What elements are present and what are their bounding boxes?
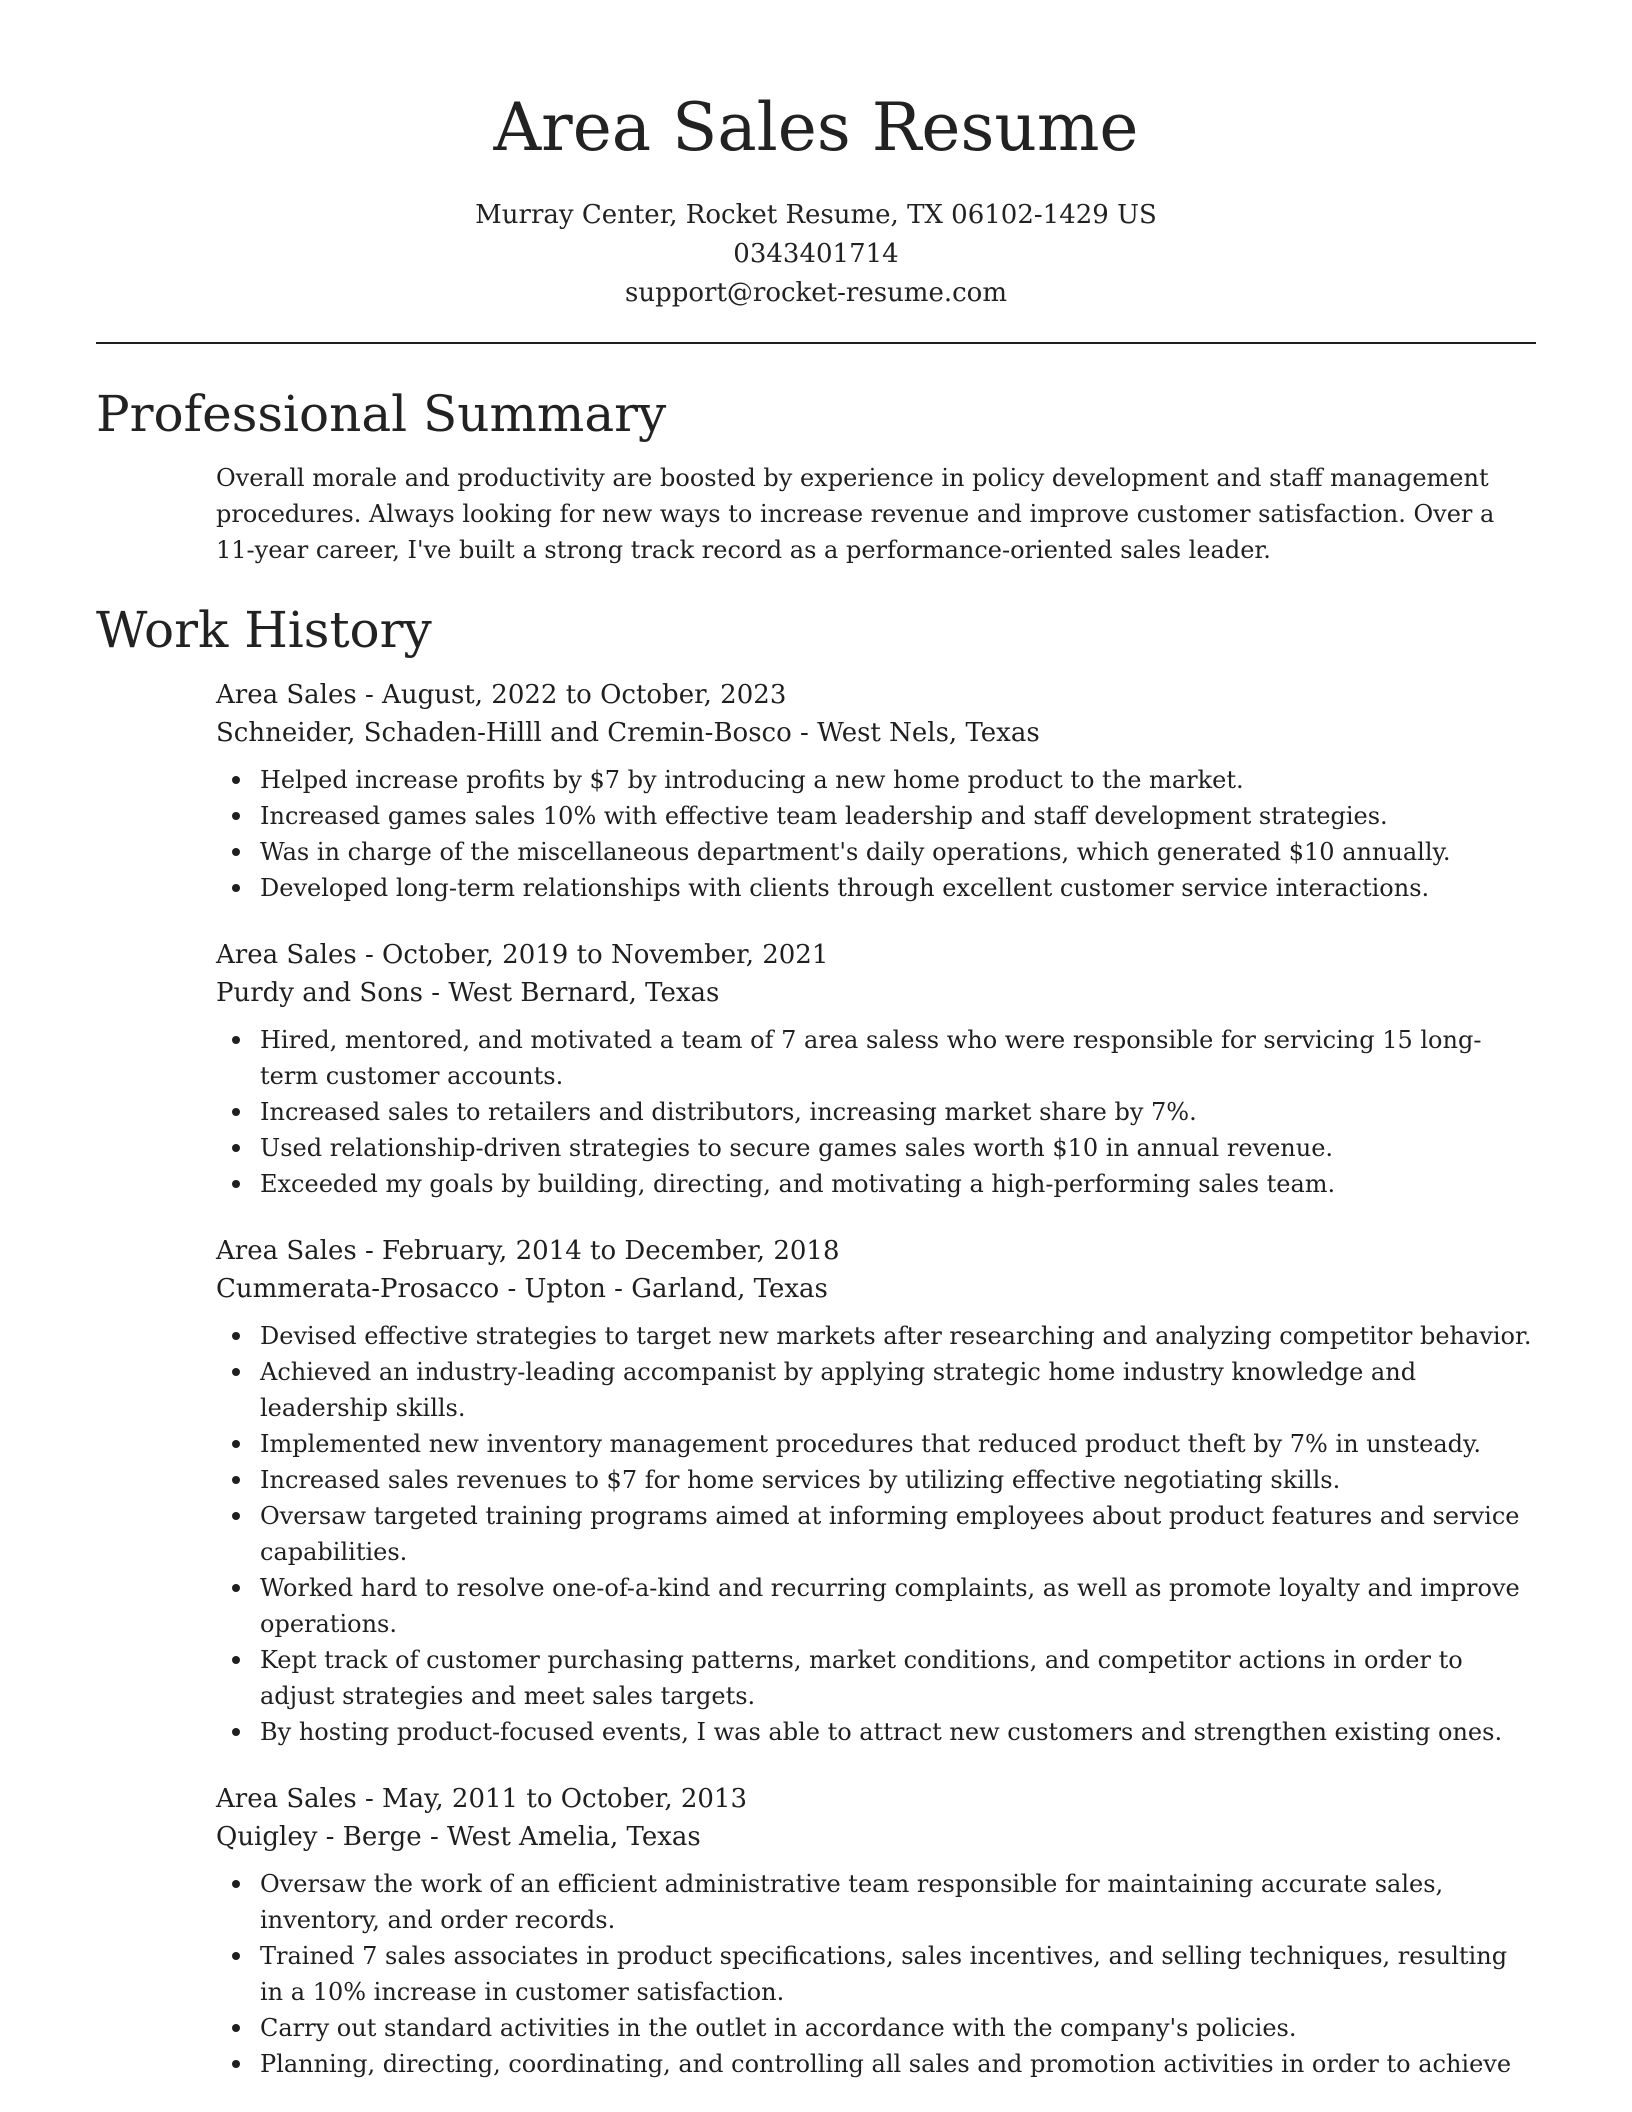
job-company: Quigley - Berge bbox=[216, 1822, 422, 1852]
job-entry bbox=[216, 676, 1536, 906]
job-bullet: Carry out standard activities in the outlet in accordance with the company's policies. bbox=[260, 2010, 1536, 2046]
job-bullet: Developed long-term relationships with clients through excellent customer service interactions. bbox=[260, 870, 1536, 906]
job-bullet: Devised effective strategies to target new markets after researching and analyzing competitor behavior. bbox=[260, 1318, 1536, 1354]
job-title: Area Sales bbox=[216, 1784, 357, 1814]
job-title-line: Area Sales - August, 2022 to October, 2023 bbox=[216, 680, 787, 710]
job-bullet: Was in charge of the miscellaneous department's daily operations, which generated $10 annually. bbox=[260, 834, 1536, 870]
job-entry bbox=[216, 1232, 1536, 1750]
job-bullets bbox=[216, 762, 1536, 906]
resume-content bbox=[96, 378, 1536, 2112]
work-history-heading: Work History bbox=[96, 601, 432, 659]
job-bullet: Exceeded my goals by building, directing, and motivating a high-performing sales team. bbox=[260, 1166, 1536, 1202]
job-bullet: Used relationship-driven strategies to secure games sales worth $10 in annual revenue. bbox=[260, 1130, 1536, 1166]
summary-text: Overall morale and productivity are boosted by experience in policy development and staff management procedures. Always looking for new ways to increase revenue and improve customer satisfaction. Over a 11-year career, I've built a strong track record as a performance-oriented sales leader. bbox=[216, 464, 1495, 564]
job-bullets bbox=[216, 1866, 1536, 2082]
job-company-line: Quigley - Berge - West Amelia, Texas bbox=[216, 1822, 701, 1852]
job-bullet: Worked hard to resolve one-of-a-kind and recurring complaints, as well as promote loyalty and improve operations. bbox=[260, 1570, 1536, 1642]
job-dates: August, 2022 to October, 2023 bbox=[382, 680, 787, 710]
job-location: West Amelia, Texas bbox=[447, 1822, 701, 1852]
job-location: Garland, Texas bbox=[631, 1274, 828, 1304]
job-company-line: Schneider, Schaden-Hilll and Cremin-Bosco - West Nels, Texas bbox=[216, 718, 1040, 748]
summary-heading: Professional Summary bbox=[96, 385, 667, 443]
job-title: Area Sales bbox=[216, 680, 357, 710]
job-bullet: Increased sales to retailers and distributors, increasing market share by 7%. bbox=[260, 1094, 1536, 1130]
job-bullet: Implemented new inventory management procedures that reduced product theft by 7% in unsteady. bbox=[260, 1426, 1536, 1462]
job-bullet: By hosting product-focused events, I was able to attract new customers and strengthen existing ones. bbox=[260, 1714, 1536, 1750]
job-bullet: Increased games sales 10% with effective team leadership and staff development strategies. bbox=[260, 798, 1536, 834]
job-title-line: Area Sales - February, 2014 to December, 2018 bbox=[216, 1236, 840, 1266]
job-company: Cummerata-Prosacco - Upton bbox=[216, 1274, 606, 1304]
job-entry bbox=[216, 1780, 1536, 2082]
contact-address: Murray Center, Rocket Resume, TX 06102-1429 US bbox=[475, 200, 1157, 230]
job-company: Schneider, Schaden-Hilll and Cremin-Bosco bbox=[216, 718, 792, 748]
work-history-list bbox=[96, 676, 1536, 2082]
job-bullet: Increased sales revenues to $7 for home services by utilizing effective negotiating skills. bbox=[260, 1462, 1536, 1498]
job-location: West Bernard, Texas bbox=[448, 978, 720, 1008]
job-bullet: Kept track of customer purchasing patterns, market conditions, and competitor actions in order to adjust strategies and meet sales targets. bbox=[260, 1642, 1536, 1714]
job-company-line: Purdy and Sons - West Bernard, Texas bbox=[216, 978, 720, 1008]
job-company-line: Cummerata-Prosacco - Upton - Garland, Texas bbox=[216, 1274, 828, 1304]
resume-header bbox=[0, 0, 1632, 313]
job-bullet: Achieved an industry-leading accompanist by applying strategic home industry knowledge and leadership skills. bbox=[260, 1354, 1536, 1426]
job-bullet: Oversaw the work of an efficient administrative team responsible for maintaining accurate sales, inventory, and order records. bbox=[260, 1866, 1536, 1938]
job-title-line: Area Sales - October, 2019 to November, 2021 bbox=[216, 940, 829, 970]
job-location: West Nels, Texas bbox=[817, 718, 1040, 748]
job-bullet: Trained 7 sales associates in product specifications, sales incentives, and selling techniques, resulting in a 10% increase in customer satisfaction. bbox=[260, 1938, 1536, 2010]
job-bullet: Planning, directing, coordinating, and controlling all sales and promotion activities in order to achieve bbox=[260, 2046, 1536, 2082]
job-bullets bbox=[216, 1022, 1536, 1202]
job-bullets bbox=[216, 1318, 1536, 1750]
header-divider bbox=[96, 342, 1536, 344]
contact-phone: 0343401714 bbox=[733, 239, 899, 269]
job-title: Area Sales bbox=[216, 940, 357, 970]
job-company: Purdy and Sons bbox=[216, 978, 423, 1008]
job-title: Area Sales bbox=[216, 1236, 357, 1266]
job-bullet: Oversaw targeted training programs aimed at informing employees about product features and service capabilities. bbox=[260, 1498, 1536, 1570]
job-entry bbox=[216, 936, 1536, 1202]
job-dates: October, 2019 to November, 2021 bbox=[382, 940, 829, 970]
job-dates: May, 2011 to October, 2013 bbox=[382, 1784, 748, 1814]
job-bullet: Helped increase profits by $7 by introducing a new home product to the market. bbox=[260, 762, 1536, 798]
resume-title: Area Sales Resume bbox=[493, 89, 1139, 166]
job-bullet: Hired, mentored, and motivated a team of 7 area saless who were responsible for servicing 15 long-term customer accounts. bbox=[260, 1022, 1536, 1094]
job-title-line: Area Sales - May, 2011 to October, 2013 bbox=[216, 1784, 748, 1814]
contact-email: support@rocket-resume.com bbox=[624, 278, 1007, 308]
job-dates: February, 2014 to December, 2018 bbox=[382, 1236, 840, 1266]
